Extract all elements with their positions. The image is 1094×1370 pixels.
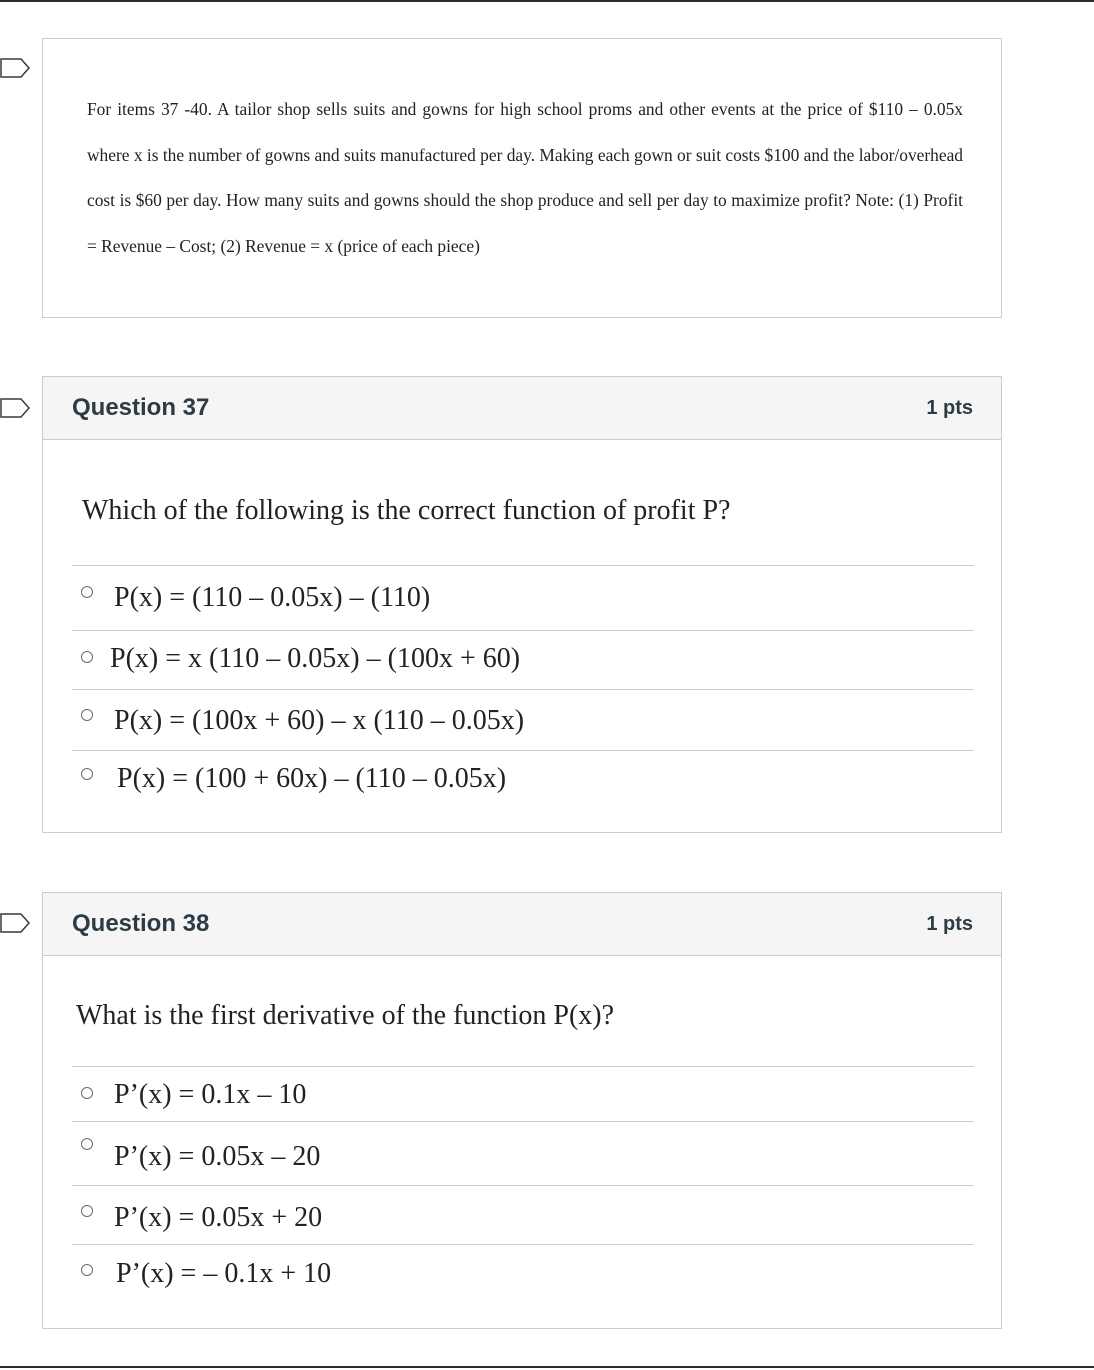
answer-option[interactable] <box>72 1121 974 1185</box>
radio-button[interactable] <box>81 1087 93 1099</box>
radio-button[interactable] <box>81 768 93 780</box>
answer-label: P(x) = (110 – 0.05x) – (110) <box>114 582 431 613</box>
radio-button[interactable] <box>81 586 93 598</box>
flag-question-icon[interactable] <box>0 398 30 418</box>
question-header <box>43 377 1001 440</box>
intro-text: For items 37 -40. A tailor shop sells suits and gowns for high school proms and other events at the price of $110 – 0.05x where x is the number of gowns and suits manufactured per day. Making each gown or suit costs $100 and the labor/overhead cost is $60 per day. How many suits and gowns should the shop produce and sell per day to maximize profit? Note: (1) Profit = Revenue – Cost; (2) Revenue = x (price of each piece) <box>87 99 963 256</box>
answer-option[interactable] <box>72 630 974 689</box>
answer-option[interactable] <box>72 1185 974 1244</box>
question-title: Question 38 <box>72 910 210 937</box>
answer-options <box>72 1066 974 1304</box>
answer-label: P(x) = (100 + 60x) – (110 – 0.05x) <box>117 763 507 794</box>
bookmark-flag-icon[interactable] <box>0 58 30 78</box>
answer-label: P’(x) = 0.1x – 10 <box>114 1079 307 1110</box>
answer-label: P(x) = (100x + 60) – x (110 – 0.05x) <box>114 705 525 736</box>
answer-option[interactable] <box>72 750 974 810</box>
radio-button[interactable] <box>81 709 93 721</box>
question-header <box>43 893 1001 956</box>
answer-option[interactable] <box>72 565 974 630</box>
radio-button[interactable] <box>81 1205 93 1217</box>
bottom-rule <box>0 1366 1094 1368</box>
flag-question-icon[interactable] <box>0 913 30 933</box>
question-title: Question 37 <box>72 394 210 421</box>
question-points: 1 pts <box>926 397 973 419</box>
radio-button[interactable] <box>81 651 93 663</box>
answer-label: P’(x) = 0.05x – 20 <box>114 1141 321 1172</box>
answer-option[interactable] <box>72 1244 974 1304</box>
answer-label: P’(x) = 0.05x + 20 <box>114 1202 323 1233</box>
answer-label: P(x) = x (110 – 0.05x) – (100x + 60) <box>110 643 521 674</box>
answer-options <box>72 565 974 810</box>
answer-label: P’(x) = – 0.1x + 10 <box>116 1258 332 1289</box>
radio-button[interactable] <box>81 1264 93 1276</box>
question-38-panel <box>42 892 1002 1329</box>
question-prompt: What is the first derivative of the function P(x)? <box>76 1000 615 1031</box>
top-rule <box>0 0 1094 2</box>
question-prompt: Which of the following is the correct function of profit P? <box>82 495 731 526</box>
question-37-panel <box>42 376 1002 833</box>
answer-option[interactable] <box>72 1066 974 1121</box>
question-points: 1 pts <box>926 913 973 935</box>
radio-button[interactable] <box>81 1138 93 1150</box>
intro-panel <box>42 38 1002 318</box>
answer-option[interactable] <box>72 689 974 750</box>
